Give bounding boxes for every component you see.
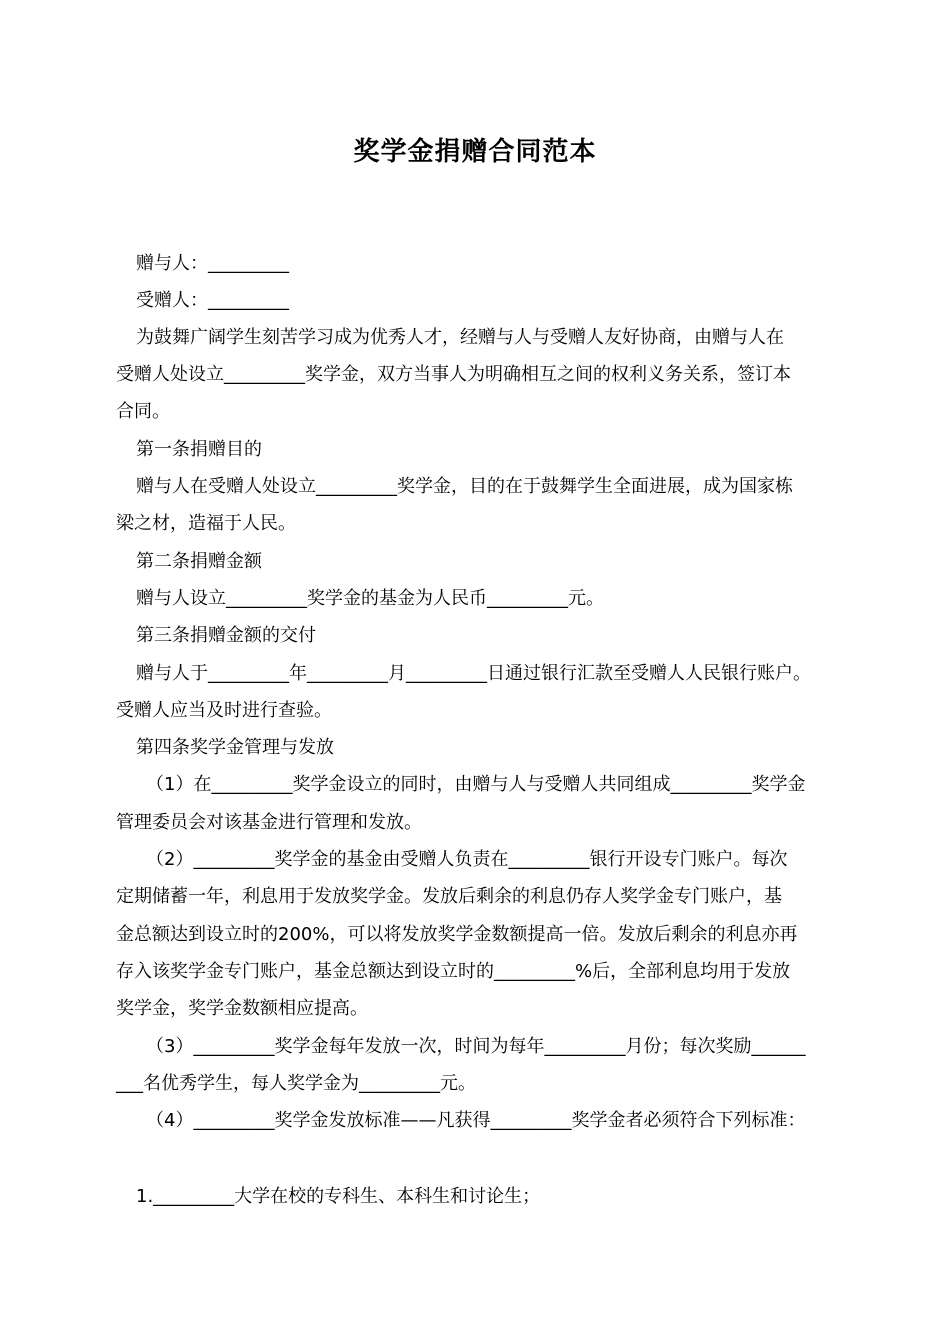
article-2-line-1: 赠与人设立_________奖学金的基金为人民币_________元。 bbox=[136, 588, 604, 609]
clause-1-line-2: 管理委员会对该基金进行管理和发放。 bbox=[116, 812, 422, 833]
recipient-line: 受赠人：_________ bbox=[136, 290, 289, 311]
clause-2-line-1: （2）_________奖学金的基金由受赠人负责在_________银行开设专门账户。每次 bbox=[146, 849, 788, 870]
article-3-line-1: 赠与人于_________年_________月_________日通过银行汇款至受赠人人民银行账户。 bbox=[136, 663, 811, 684]
donor-line: 赠与人：_________ bbox=[136, 253, 289, 274]
article-4-heading: 第四条奖学金管理与发放 bbox=[136, 737, 334, 758]
preamble-line-3: 合同。 bbox=[116, 401, 170, 422]
preamble-line-1: 为鼓舞广阔学生刻苦学习成为优秀人才，经赠与人与受赠人友好协商，由赠与人在 bbox=[136, 327, 784, 348]
article-1-line-2: 梁之材，造福于人民。 bbox=[116, 513, 296, 534]
clause-3-line-2: ___名优秀学生，每人奖学金为_________元。 bbox=[116, 1073, 476, 1094]
clause-2-line-2: 定期储蓄一年，利息用于发放奖学金。发放后剩余的利息仍存人奖学金专门账户，基 bbox=[116, 886, 782, 907]
clause-3-line-1: （3）_________奖学金每年发放一次，时间为每年_________月份；每次奖励______ bbox=[146, 1036, 806, 1057]
clause-2-line-3: 金总额达到设立时的200%，可以将发放奖学金数额提高一倍。发放后剩余的利息亦再 bbox=[116, 924, 798, 945]
article-2-heading: 第二条捐赠金额 bbox=[136, 551, 262, 572]
article-1-line-1: 赠与人在受赠人处设立_________奖学金，目的在于鼓舞学生全面进展，成为国家栋 bbox=[136, 476, 793, 497]
document-title: 奖学金捐赠合同范本 bbox=[353, 137, 597, 167]
preamble-line-2: 受赠人处设立_________奖学金，双方当事人为明确相互之间的权利义务关系，签订本 bbox=[116, 364, 791, 385]
article-3-line-2: 受赠人应当及时进行查验。 bbox=[116, 700, 332, 721]
clause-4-line-1: （4）_________奖学金发放标准——凡获得_________奖学金者必须符合下列标准： bbox=[146, 1110, 806, 1131]
clause-2-line-5: 奖学金，奖学金数额相应提高。 bbox=[116, 998, 368, 1019]
clause-1-line-1: （1）在_________奖学金设立的同时，由赠与人与受赠人共同组成_________奖学金 bbox=[146, 774, 806, 795]
article-1-heading: 第一条捐赠目的 bbox=[136, 439, 262, 460]
criteria-item-1: 1._________大学在校的专科生、本科生和讨论生； bbox=[136, 1186, 541, 1207]
clause-2-line-4: 存入该奖学金专门账户，基金总额达到设立时的_________%后，全部利息均用于发放 bbox=[116, 961, 791, 982]
article-3-heading: 第三条捐赠金额的交付 bbox=[136, 625, 316, 646]
